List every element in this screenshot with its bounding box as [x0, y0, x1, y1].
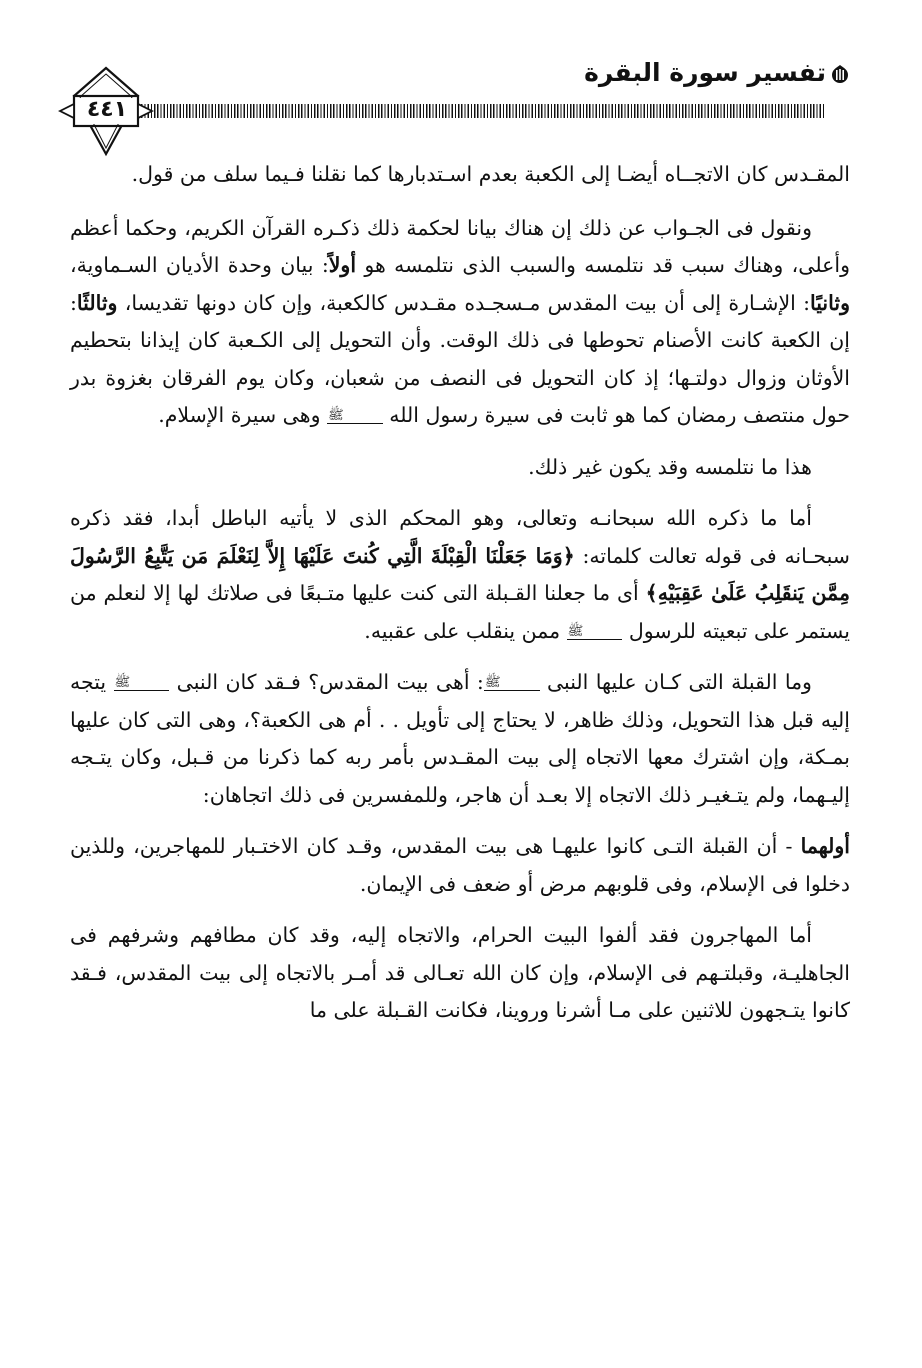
- keyword-third: وثالثًا: [76, 290, 118, 315]
- page-header: [0, 0, 922, 160]
- text-run: وهى سيرة الإسلام.: [158, 403, 321, 427]
- body-text: [70, 156, 850, 1030]
- ornate-bracket-open: ﴿: [562, 543, 575, 568]
- page-number: ٤٤١: [86, 97, 128, 122]
- pbuh-ligature: ﷺ: [114, 676, 170, 691]
- paragraph-wisdom: [70, 210, 850, 435]
- paragraph-continuation: المقـدس كان الاتجــاه أيضـا إلى الكعبة بعدم اسـتدبارها كما نقلنا فـيما سلف من قول.: [131, 162, 850, 186]
- text-run: أما ما ذكره الله سبحانـه وتعالى، وهو المحكم الذى لا يأتيه الباطل أبدا، فقد ذكره سبحـانه فى قوله تعالت كلماته:: [70, 506, 850, 568]
- paragraph-muhajirun: أما المهاجرون فقد ألفوا البيت الحرام، والاتجاه إليه، وقد كان مطافهم وشرفهم فى الجاهليـة، وقبلتـهم فى الإسلام، وإن كان الله تعـالى قد أمـر بالاتجاه إلى بيت المقدس، فـقد كانوا يتـجهون للاثنين على مـا أشرنا وروينا، فكانت القـبلة على ما: [70, 923, 850, 1022]
- text-run: : أهى بيت المقدس؟ فـقد كان النبى: [176, 670, 484, 694]
- text-run: ونقول فى الجـواب عن ذلك إن هناك بيانا لحكمة ذلك ذكـره القرآن الكريم، وحكما أعظم وأعلى، وهناك سبب قد نتلمسه والسبب الذى نتلمسه هو: [70, 215, 850, 277]
- header-rule: [138, 104, 826, 118]
- text-run: يتجه إليه قبل هذا التحويل، وذلك ظاهر، لا يحتاج إلى تأويل . . أم هى الكعبة؟، وهى التى كان عليها بمـكة، وإن اشترك معها الاتجاه إلى بيت المقـدس بأمر ربه كما ذكرنا من قـبل، وكان يتـجه إليـهما، ولم يتـغيـر ذلك الاتجاه إلا بعـد أن هاجر، وللمفسرين فى ذلك اتجاهان:: [70, 670, 850, 807]
- paragraph-first-view: [70, 828, 850, 903]
- text-run: - أن القبلة التـى كانوا عليهـا هى بيت المقدس، وقـد كان الاختـبار للمهاجرين، وللذين دخلوا فى الإسلام، وفى قلوبهم مرض أو ضعف فى الإيمان.: [70, 834, 850, 896]
- quran-verse: وَمَا جَعَلْنَا الْقِبْلَةَ الَّتِي كُنتَ عَلَيْهَا إِلاَّ لِنَعْلَمَ مَن يَتَّبِعُ الرَّسُولَ مِمَّن يَنقَلِبُ عَلَىٰ عَقِبَيْهِ: [70, 543, 850, 605]
- text-run: : إن الكعبة كانت الأصنام تحوطها فى ذلك الوقت. وأن التحويل إلى الكـعبة كان إيذانا بتحطيم الأوثان وزوال دولتـها؛ إذ كان التحويل فى النصف من شعبان، وكان يوم الفرقان بغزوة بدر حول منتصف رمضان كما هو ثابت فى سيرة رسول الله: [70, 290, 850, 427]
- paragraph-short: هذا ما نتلمسه وقد يكون غير ذلك.: [528, 454, 812, 479]
- text-run: ممن ينقلب على عقبيه.: [364, 618, 561, 643]
- keyword-first-view: أولهما: [800, 834, 850, 858]
- paragraph-qibla-question: [70, 664, 850, 814]
- paragraph-quran-verse: [70, 500, 850, 650]
- pbuh-ligature: ﷺ: [567, 625, 623, 640]
- text-run: : الإشـارة إلى أن بيت المقدس مـسجـده مقـدس كالكعبة، وإن كان دونها تقديسا،: [124, 290, 810, 315]
- keyword-first: أولاً: [328, 253, 357, 277]
- keyword-second: وثانيًا: [809, 290, 850, 315]
- pbuh-ligature: ﷺ: [484, 676, 540, 691]
- ornament-icon: [830, 64, 850, 84]
- running-title: تفسير سورة البقرة: [584, 58, 826, 87]
- ornate-bracket-close: ﴾: [645, 581, 658, 605]
- text-run: : بيان وحدة الأديان السـماوية،: [70, 253, 329, 277]
- text-run: وما القبلة التى كـان عليها النبى: [546, 670, 812, 694]
- text-run: أى ما جعلنا القـبلة التى كنت عليها متـبعًا فى صلاتك لها إلا لنعلم من يستمر على تبعيته للرسول: [70, 581, 850, 643]
- pbuh-ligature: ﷺ: [327, 409, 383, 424]
